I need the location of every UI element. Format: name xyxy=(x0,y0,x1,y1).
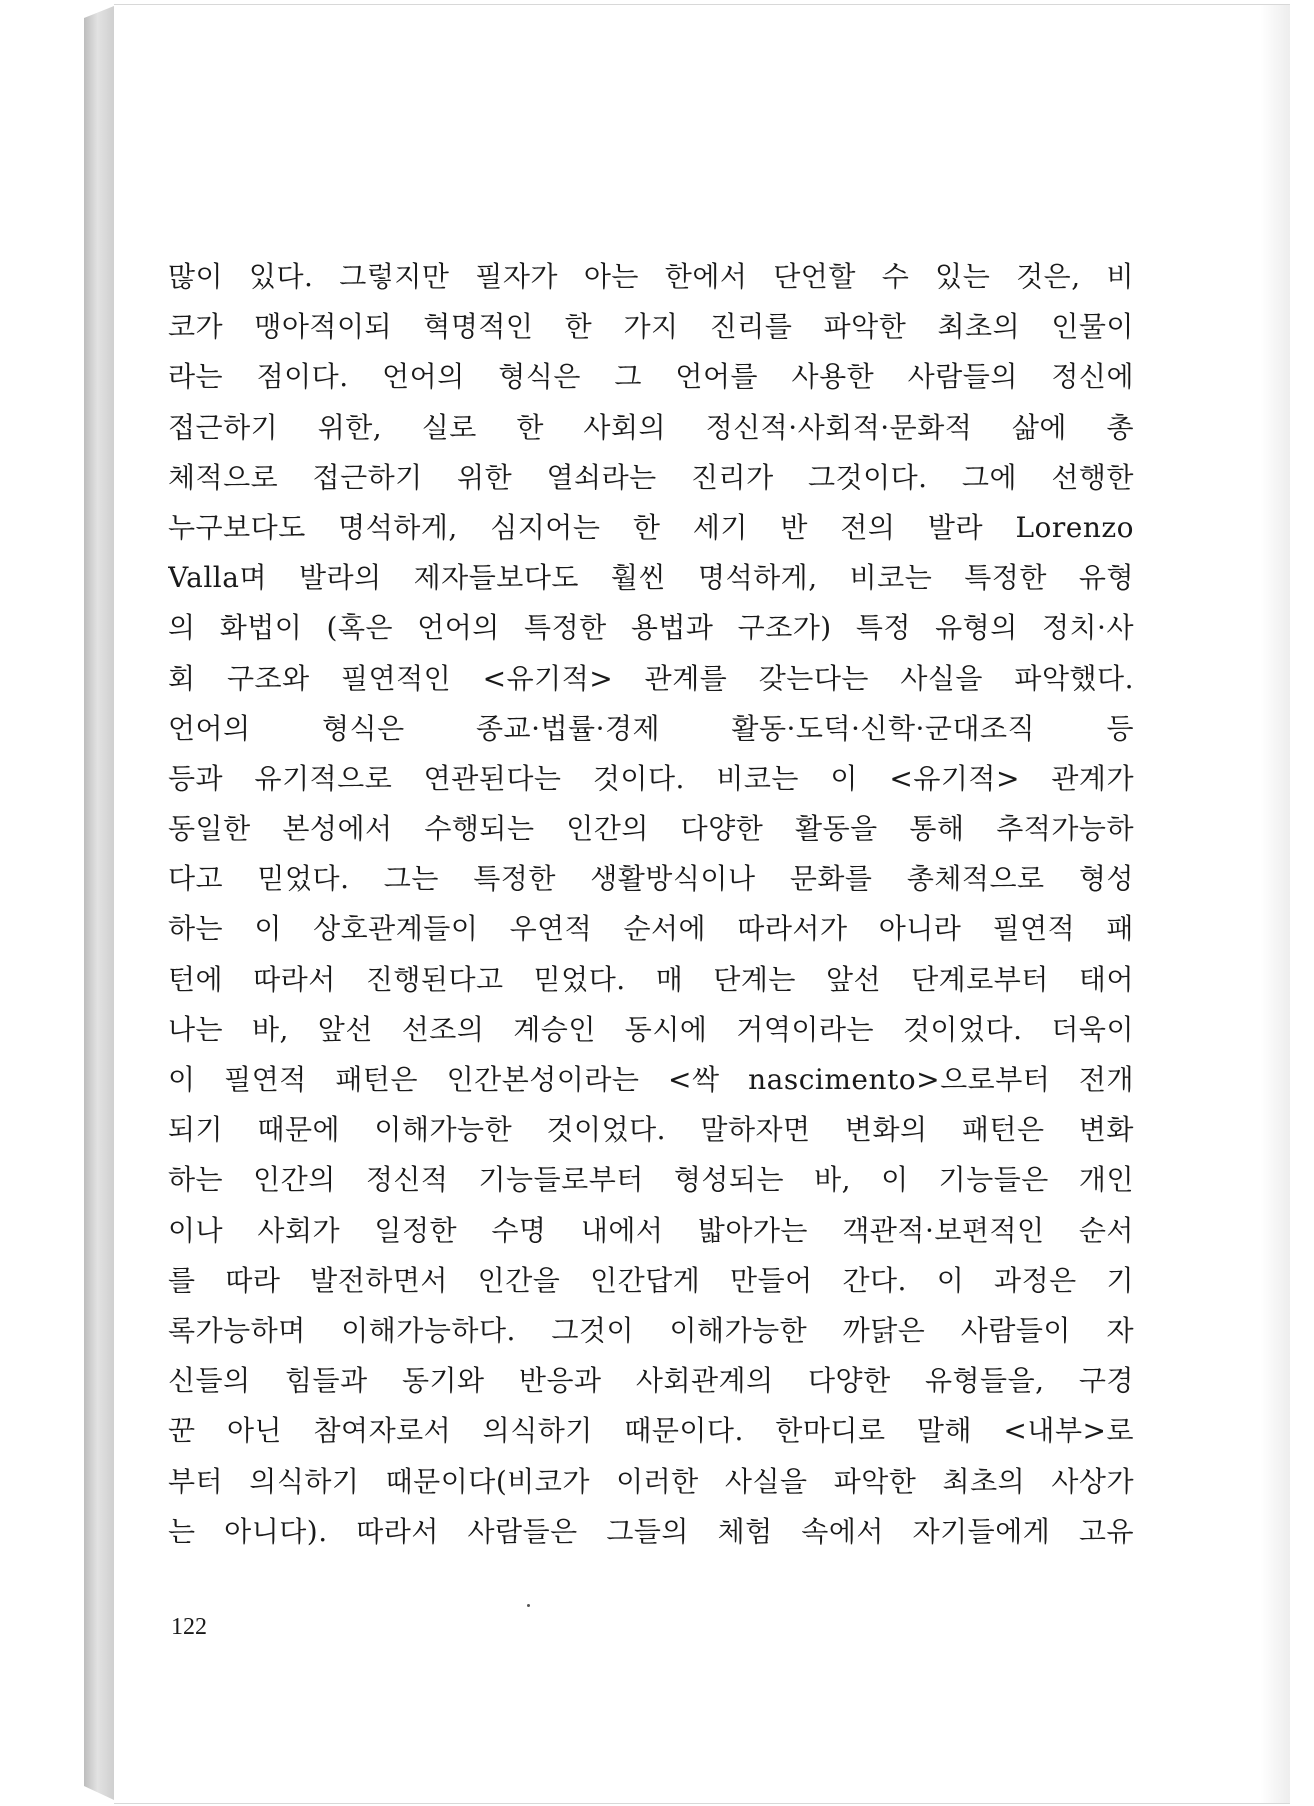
text-line: 누구보다도 명석하게, 심지어는 한 세기 반 전의 발라 Lorenzo xyxy=(168,510,1134,544)
text-line: 하는 인간의 정신적 기능들로부터 형성되는 바, 이 기능들은 개인 xyxy=(168,1163,1134,1197)
book-spine xyxy=(84,6,114,1800)
page-number: 122 xyxy=(171,1614,207,1640)
page-edge-shadow xyxy=(1260,5,1290,1803)
text-line: 되기 때문에 이해가능한 것이었다. 말하자면 변화의 패턴은 변화 xyxy=(168,1113,1134,1147)
text-line: 체적으로 접근하기 위한 열쇠라는 진리가 그것이다. 그에 선행한 xyxy=(168,460,1134,494)
text-line: 를 따라 발전하면서 인간을 인간답게 만들어 간다. 이 과정은 기 xyxy=(168,1263,1134,1297)
text-line: 신들의 힘들과 동기와 반응과 사회관계의 다양한 유형들을, 구경 xyxy=(168,1364,1134,1398)
text-line: 등과 유기적으로 연관된다는 것이다. 비코는 이 <유기적> 관계가 xyxy=(168,761,1134,795)
body-text xyxy=(168,252,1134,1557)
text-line: 이 필연적 패턴은 인간본성이라는 <싹 nascimento>으로부터 전개 xyxy=(168,1063,1134,1096)
text-line: 하는 이 상호관계들이 우연적 순서에 따라서가 아니라 필연적 패 xyxy=(168,912,1134,946)
text-line: 나는 바, 앞선 선조의 계승인 동시에 거역이라는 것이었다. 더욱이 xyxy=(168,1012,1134,1046)
speck-mark xyxy=(527,1604,530,1607)
text-line: 이나 사회가 일정한 수명 내에서 밟아가는 객관적·보편적인 순서 xyxy=(168,1213,1134,1247)
text-line: 는 아니다). 따라서 사람들은 그들의 체험 속에서 자기들에게 고유 xyxy=(168,1514,1134,1548)
text-line: Valla며 발라의 제자들보다도 훨씬 명석하게, 비코는 특정한 유형 xyxy=(168,561,1134,595)
text-line: 꾼 아닌 참여자로서 의식하기 때문이다. 한마디로 말해 <내부>로 xyxy=(168,1414,1134,1448)
text-line: 코가 맹아적이되 혁명적인 한 가지 진리를 파악한 최초의 인물이 xyxy=(168,310,1134,344)
text-line: 접근하기 위한, 실로 한 사회의 정신적·사회적·문화적 삶에 총 xyxy=(168,410,1134,444)
text-line: 록가능하며 이해가능하다. 그것이 이해가능한 까닭은 사람들이 자 xyxy=(168,1313,1134,1347)
text-line: 언어의 형식은 종교·법률·경제 활동·도덕·신학·군대조직 등 xyxy=(168,711,1134,745)
text-line: 부터 의식하기 때문이다(비코가 이러한 사실을 파악한 최초의 사상가 xyxy=(168,1464,1134,1498)
text-line: 동일한 본성에서 수행되는 인간의 다양한 활동을 통해 추적가능하 xyxy=(168,812,1134,846)
text-line: 의 화법이 (혹은 언어의 특정한 용법과 구조가) 특정 유형의 정치·사 xyxy=(168,611,1134,645)
text-line: 많이 있다. 그렇지만 필자가 아는 한에서 단언할 수 있는 것은, 비 xyxy=(168,260,1134,293)
text-line: 다고 믿었다. 그는 특정한 생활방식이나 문화를 총체적으로 형성 xyxy=(168,862,1134,896)
text-line: 턴에 따라서 진행된다고 믿었다. 매 단계는 앞선 단계로부터 태어 xyxy=(168,962,1134,996)
text-line: 라는 점이다. 언어의 형식은 그 언어를 사용한 사람들의 정신에 xyxy=(168,360,1134,394)
text-line: 회 구조와 필연적인 <유기적> 관계를 갖는다는 사실을 파악했다. xyxy=(168,661,1134,695)
